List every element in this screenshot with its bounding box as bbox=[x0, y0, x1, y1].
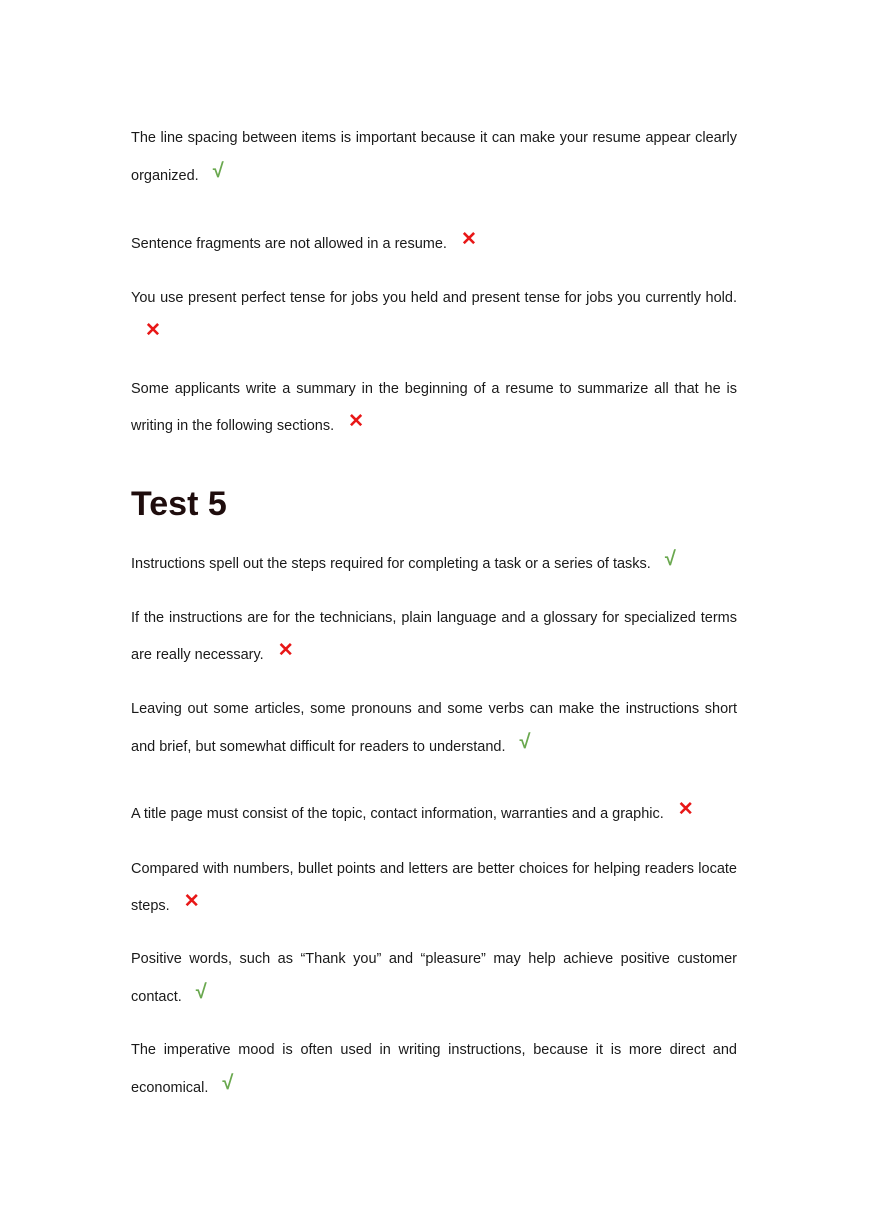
cross-mark-icon: ✕ bbox=[277, 640, 294, 661]
statement-item bbox=[131, 1032, 737, 1106]
statement-text: Positive words, such as “Thank you” and “pleasure” may help achieve positive customer contact. bbox=[131, 951, 737, 1005]
statement-text: If the instructions are for the technicians, plain language and a glossary for specialized terms are really necessary. bbox=[131, 610, 737, 663]
cross-mark-icon: ✕ bbox=[145, 320, 161, 341]
statement-text: Leaving out some articles, some pronouns and some verbs can make the instructions short and brief, but somewhat difficult for readers to understand. bbox=[131, 701, 737, 755]
cross-mark-icon: ✕ bbox=[460, 229, 477, 250]
statement-item bbox=[131, 600, 737, 673]
statement-item bbox=[131, 795, 737, 832]
statement-text: Some applicants write a summary in the beginning of a resume to summarize all that he is writing in the following sections. bbox=[131, 381, 737, 434]
statement-text: The imperative mood is often used in writing instructions, because it is more direct and economical. bbox=[131, 1042, 737, 1096]
cross-mark-icon: ✕ bbox=[348, 411, 365, 432]
statement-text: Sentence fragments are not allowed in a resume. bbox=[131, 236, 447, 252]
check-mark-icon: √ bbox=[195, 981, 207, 1003]
statement-item bbox=[131, 371, 737, 444]
statement-text: Compared with numbers, bullet points and letters are better choices for helping readers locate steps. bbox=[131, 861, 737, 914]
statement-text: The line spacing between items is important because it can make your resume appear clearly organized. bbox=[131, 130, 737, 184]
statement-text: A title page must consist of the topic, contact information, warranties and a graphic. bbox=[131, 806, 664, 822]
statement-item bbox=[131, 225, 737, 262]
statement-item bbox=[131, 544, 737, 582]
cross-mark-icon: ✕ bbox=[183, 891, 200, 912]
statement-item bbox=[131, 280, 737, 353]
statement-text: You use present perfect tense for jobs you held and present tense for jobs you currently hold. bbox=[131, 290, 737, 306]
statement-item bbox=[131, 941, 737, 1015]
check-mark-icon: √ bbox=[519, 731, 531, 753]
statement-item bbox=[131, 120, 737, 194]
statement-item bbox=[131, 691, 737, 765]
statement-item bbox=[131, 851, 737, 924]
check-mark-icon: √ bbox=[664, 548, 676, 570]
check-mark-icon: √ bbox=[212, 160, 224, 182]
cross-mark-icon: ✕ bbox=[677, 799, 694, 820]
section-heading: Test 5 bbox=[131, 485, 227, 523]
check-mark-icon: √ bbox=[222, 1072, 234, 1094]
statement-text: Instructions spell out the steps required for completing a task or a series of tasks. bbox=[131, 556, 651, 572]
